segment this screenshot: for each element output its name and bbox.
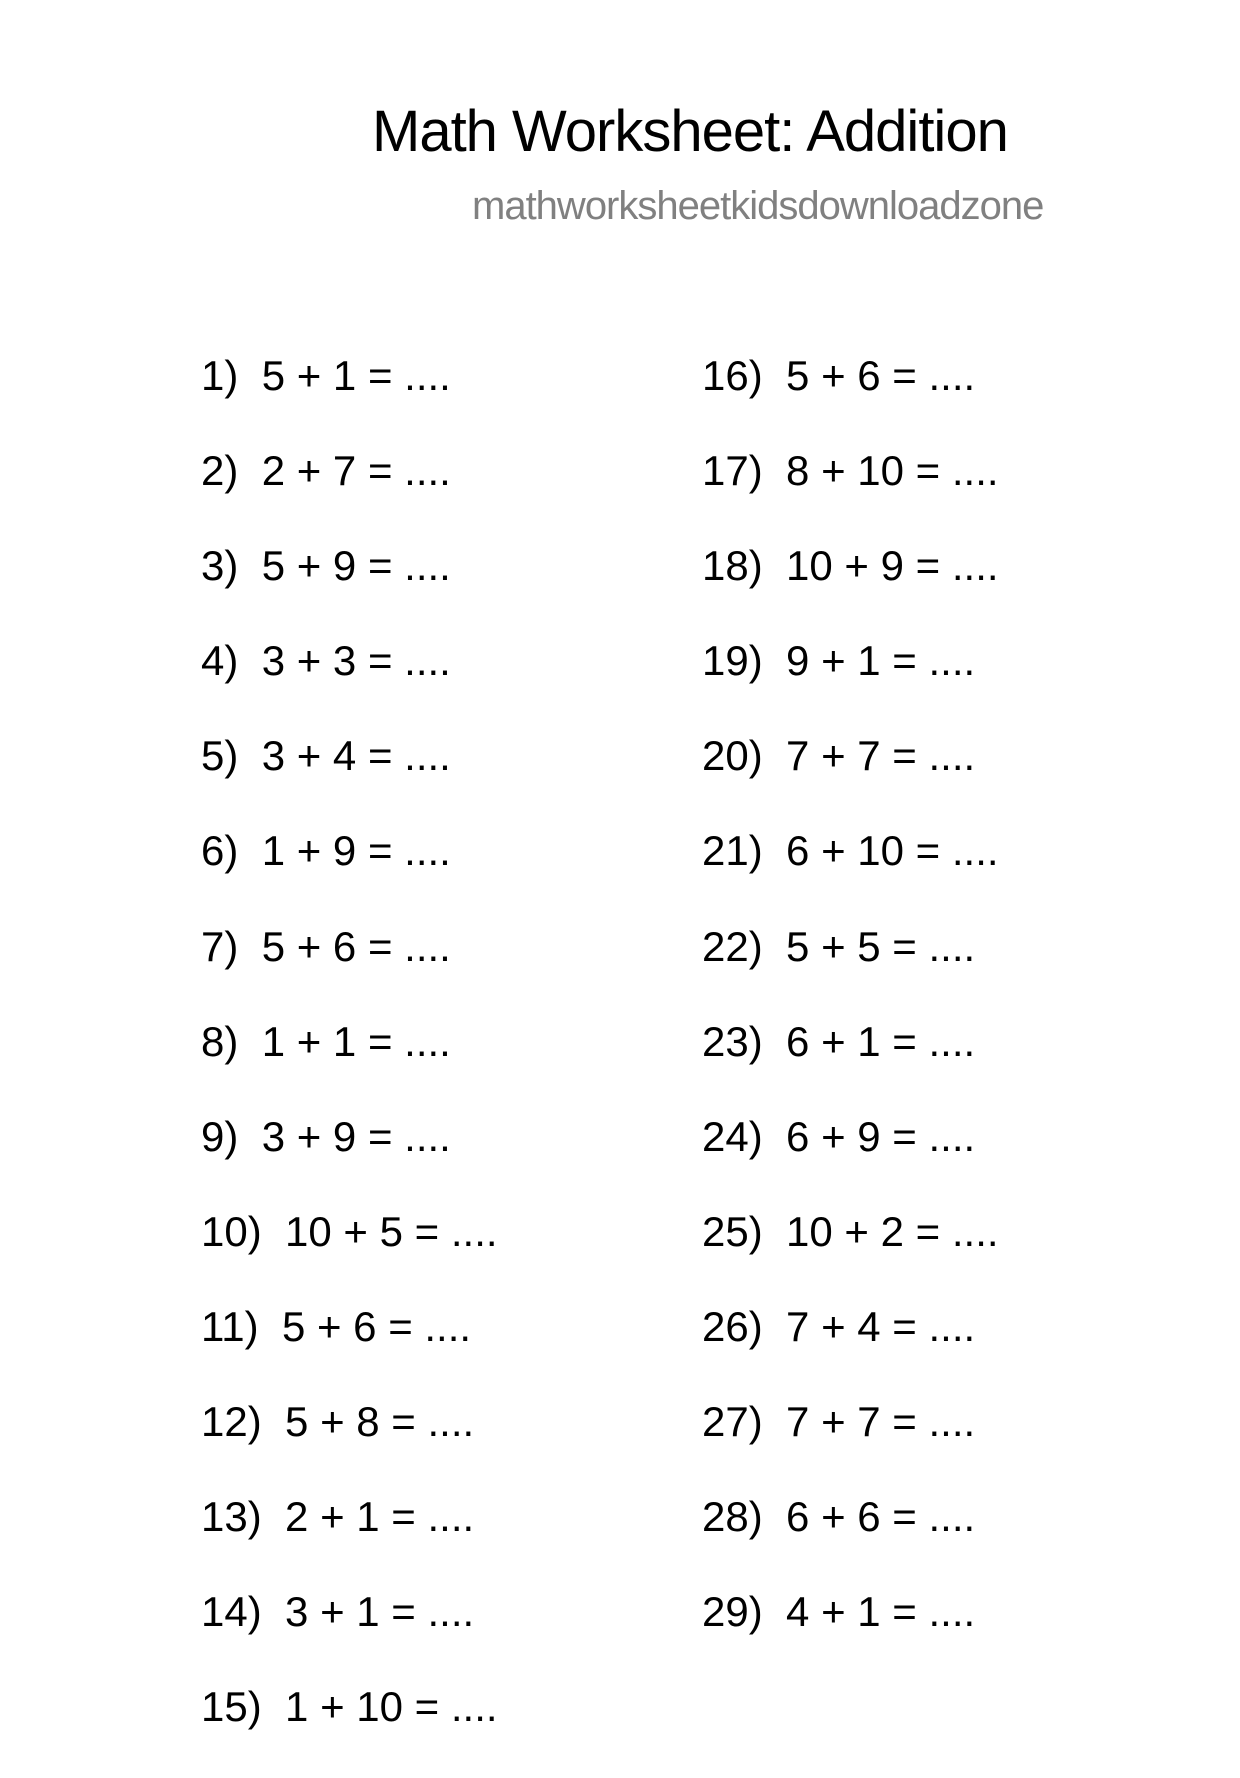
- problems-column-left: [201, 352, 498, 1778]
- problem-item: [201, 542, 498, 637]
- problems-column-right: [702, 352, 999, 1683]
- problem-expression: 1 + 1 = ....: [261, 1017, 451, 1065]
- problem-number: 10): [201, 1207, 262, 1255]
- problem-item: [702, 542, 999, 637]
- problem-item: [201, 1398, 498, 1493]
- problem-item: [702, 732, 999, 827]
- problem-expression: 5 + 8 = ....: [285, 1398, 475, 1446]
- problem-item: [201, 1683, 498, 1778]
- problem-expression: 3 + 3 = ....: [261, 637, 451, 685]
- worksheet-title: Math Worksheet: Addition: [372, 99, 1008, 164]
- problem-item: [702, 1208, 999, 1303]
- problem-item: [702, 923, 999, 1018]
- problem-expression: 3 + 4 = ....: [261, 732, 451, 780]
- problem-expression: 6 + 9 = ....: [786, 1112, 976, 1160]
- problem-expression: 2 + 7 = ....: [261, 447, 451, 495]
- problem-number: 16): [702, 352, 763, 399]
- problem-expression: 3 + 1 = ....: [285, 1588, 475, 1636]
- problem-item: [702, 1398, 999, 1493]
- problem-number: 2): [201, 447, 239, 495]
- problem-item: [201, 352, 498, 447]
- problem-number: 4): [201, 637, 239, 685]
- problem-item: [702, 1018, 999, 1113]
- problem-expression: 1 + 10 = ....: [285, 1683, 498, 1731]
- problem-item: [201, 1303, 498, 1398]
- problem-number: 18): [702, 542, 763, 590]
- problem-item: [201, 1018, 498, 1113]
- problem-expression: 7 + 4 = ....: [786, 1302, 976, 1350]
- problem-item: [702, 1493, 999, 1588]
- problem-item: [201, 1113, 498, 1208]
- problem-expression: 7 + 7 = ....: [786, 732, 976, 780]
- problem-number: 14): [201, 1588, 262, 1636]
- problem-expression: 10 + 5 = ....: [285, 1207, 498, 1255]
- problem-number: 1): [201, 352, 239, 399]
- problem-expression: 5 + 6 = ....: [281, 1302, 472, 1350]
- problem-expression: 8 + 10 = ....: [786, 447, 999, 495]
- problem-item: [201, 447, 498, 542]
- problem-number: 24): [702, 1112, 763, 1160]
- problem-expression: 5 + 6 = ....: [261, 922, 451, 970]
- worksheet-source: mathworksheetkidsdownloadzone: [472, 184, 1044, 228]
- problem-number: 25): [702, 1207, 763, 1255]
- problem-number: 7): [201, 922, 239, 970]
- problem-expression: 6 + 1 = ....: [786, 1017, 976, 1065]
- problem-expression: 5 + 6 = ....: [786, 352, 976, 399]
- problem-item: [201, 732, 498, 827]
- problem-number: 22): [702, 922, 763, 970]
- problem-expression: 6 + 6 = ....: [786, 1493, 976, 1541]
- problem-item: [702, 827, 999, 922]
- problem-expression: 7 + 7 = ....: [786, 1398, 976, 1446]
- problem-item: [201, 827, 498, 922]
- problem-item: [702, 1588, 999, 1683]
- problem-item: [702, 447, 999, 542]
- problem-number: 13): [201, 1493, 262, 1541]
- problem-item: [702, 637, 999, 732]
- problem-number: 20): [702, 732, 763, 780]
- problem-item: [201, 1588, 498, 1683]
- problem-number: 12): [201, 1398, 262, 1446]
- problem-number: 11): [201, 1302, 259, 1350]
- problem-expression: 6 + 10 = ....: [786, 827, 999, 875]
- problem-expression: 1 + 9 = ....: [261, 827, 451, 875]
- problem-number: 5): [201, 732, 239, 780]
- problem-expression: 2 + 1 = ....: [285, 1493, 475, 1541]
- problem-number: 9): [201, 1112, 239, 1160]
- problem-number: 3): [201, 542, 239, 590]
- problem-number: 29): [702, 1588, 763, 1636]
- problem-expression: 10 + 9 = ....: [786, 542, 999, 590]
- problem-item: [201, 1208, 498, 1303]
- problem-expression: 4 + 1 = ....: [786, 1588, 976, 1636]
- problem-number: 21): [702, 827, 763, 875]
- problem-expression: 3 + 9 = ....: [261, 1112, 451, 1160]
- problem-number: 27): [702, 1398, 763, 1446]
- problem-number: 19): [702, 637, 763, 685]
- problem-item: [201, 1493, 498, 1588]
- problem-number: 28): [702, 1493, 763, 1541]
- problem-expression: 10 + 2 = ....: [786, 1207, 999, 1255]
- problem-number: 26): [702, 1302, 763, 1350]
- problem-number: 8): [201, 1017, 239, 1065]
- problem-expression: 5 + 5 = ....: [786, 922, 976, 970]
- problem-expression: 5 + 1 = ....: [261, 352, 451, 399]
- problem-expression: 5 + 9 = ....: [261, 542, 451, 590]
- problem-number: 17): [702, 447, 763, 495]
- problem-item: [201, 637, 498, 732]
- problem-expression: 9 + 1 = ....: [786, 637, 976, 685]
- problem-item: [702, 1303, 999, 1398]
- problem-number: 15): [201, 1683, 262, 1731]
- problem-number: 6): [201, 827, 239, 875]
- problem-item: [702, 1113, 999, 1208]
- problem-number: 23): [702, 1017, 763, 1065]
- problem-item: [201, 923, 498, 1018]
- problem-item: [702, 352, 999, 447]
